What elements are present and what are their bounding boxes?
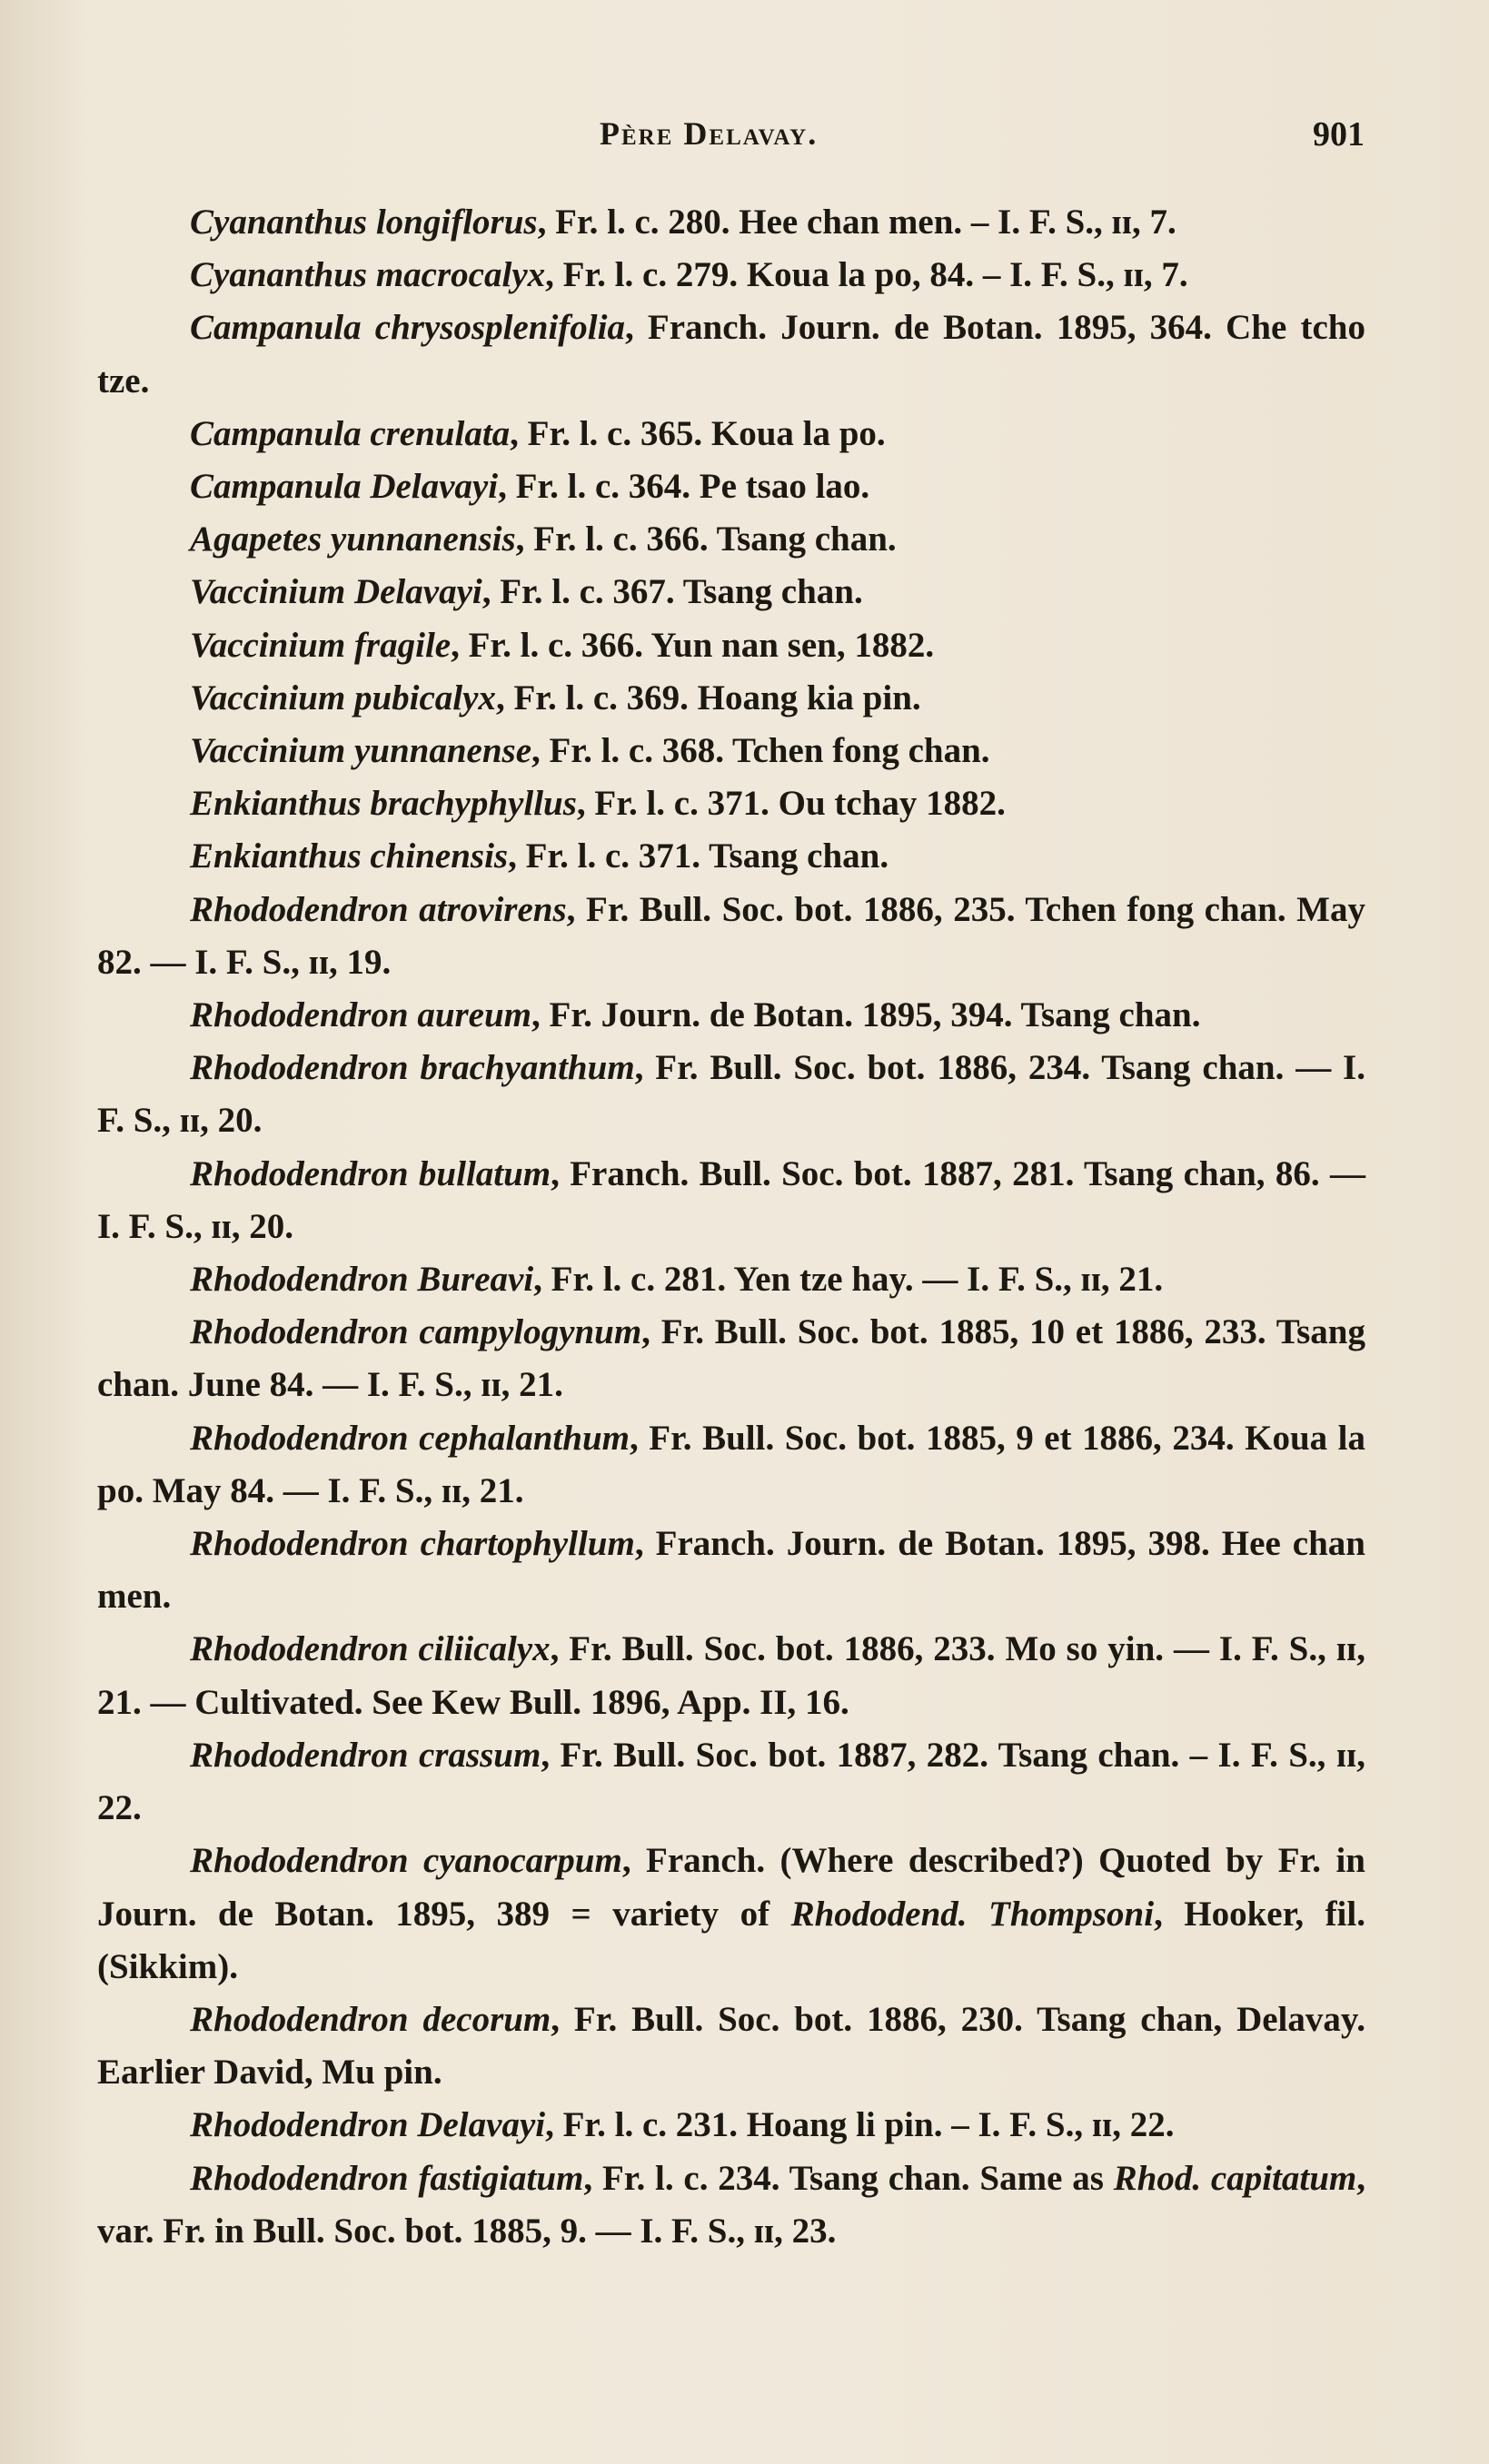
species-synonym: Rhododend. Thompsoni xyxy=(790,1894,1155,1934)
species-name: Rhododendron Delavayi xyxy=(190,2105,546,2145)
species-citation: , Fr. l. c. 371. Ou tchay 1882. xyxy=(576,784,1006,824)
species-citation: , Franch. (Where described?) Quoted by Fr. in Journ. de Botan. 1895, 389 = variety of xyxy=(97,1841,1365,1934)
species-citation-tail: , Hooker, fil. (Sikkim). xyxy=(97,1894,1365,1986)
species-name: Vaccinium pubicalyx xyxy=(190,678,496,717)
species-entry xyxy=(97,1042,1365,1147)
species-entry xyxy=(97,1835,1365,1994)
species-name: Rhododendron crassum xyxy=(190,1735,541,1775)
species-citation: , Fr. Bull. Soc. bot. 1885, 9 et 1886, 234. Koua la po. May 84. — I. F. S., ɪɪ, 21. xyxy=(97,1418,1365,1510)
species-citation: , Fr. l. c. 231. Hoang li pin. – I. F. S., ɪɪ, 22. xyxy=(545,2105,1175,2145)
species-citation: , Fr. l. c. 281. Yen tze hay. — I. F. S., ɪɪ, 21. xyxy=(533,1260,1164,1300)
species-entry xyxy=(97,1623,1365,1728)
species-name: Enkianthus brachyphyllus xyxy=(190,784,577,824)
species-entry xyxy=(97,884,1365,989)
species-name: Vaccinium Delavayi xyxy=(190,572,482,612)
species-entry xyxy=(97,1994,1365,2099)
species-citation: , Fr. l. c. 368. Tchen fong chan. xyxy=(531,731,990,771)
species-entry xyxy=(97,249,1365,302)
species-name: Rhododendron ciliicalyx xyxy=(190,1629,551,1669)
species-citation: , Fr. Bull. Soc. bot. 1886, 234. Tsang chan. — I. F. S., ɪɪ, 20. xyxy=(97,1048,1365,1141)
species-entry xyxy=(97,2152,1365,2258)
species-citation: , Fr. l. c. 280. Hee chan men. – I. F. S., ɪɪ, 7. xyxy=(537,203,1176,242)
species-entry xyxy=(97,1412,1365,1518)
species-entry xyxy=(97,619,1365,672)
species-list xyxy=(97,196,1365,2258)
species-citation: , Fr. l. c. 367. Tsang chan. xyxy=(481,572,863,612)
species-citation: , Fr. l. c. 365. Koua la po. xyxy=(510,413,886,453)
species-entry xyxy=(97,777,1365,830)
species-entry xyxy=(97,1148,1365,1253)
species-name: Rhododendron bullatum xyxy=(190,1153,551,1193)
species-citation: , Fr. Bull. Soc. bot. 1886, 230. Tsang chan, Delavay. Earlier David, Mu pin. xyxy=(97,1999,1365,2093)
species-citation: , Fr. l. c. 279. Koua la po, 84. – I. F. S., ɪɪ, 7. xyxy=(545,255,1188,295)
species-name: Cyananthus longiflorus xyxy=(190,203,538,242)
species-citation-tail: , var. Fr. in Bull. Soc. bot. 1885, 9. — I. F. S., ɪɪ, 23. xyxy=(97,2158,1366,2251)
species-entry xyxy=(97,408,1365,460)
species-name: Rhododendron aureum xyxy=(190,995,532,1035)
species-citation: , Fr. Bull. Soc. bot. 1886, 233. Mo so yin. — I. F. S., ɪɪ, 21. — Cultivated. See Kew Bull. 1896, App. II, 16. xyxy=(97,1629,1365,1722)
species-name: Cyananthus macrocalyx xyxy=(190,255,546,295)
species-entry xyxy=(97,1518,1365,1623)
species-name: Rhododendron fastigiatum xyxy=(190,2158,584,2198)
species-name: Rhododendron cephalanthum xyxy=(190,1418,630,1458)
species-entry xyxy=(97,2099,1365,2152)
species-citation: , Fr. Bull. Soc. bot. 1886, 235. Tchen fong chan. May 82. — I. F. S., ɪɪ, 19. xyxy=(97,889,1365,982)
species-name: Campanula crenulata xyxy=(190,413,511,453)
species-name: Rhododendron atrovirens xyxy=(190,889,567,929)
species-entry xyxy=(97,1306,1365,1411)
species-name: Rhododendron chartophyllum xyxy=(190,1524,635,1564)
species-name: Rhododendron cyanocarpum xyxy=(190,1841,622,1881)
species-citation: , Fr. l. c. 366. Yun nan sen, 1882. xyxy=(451,625,935,665)
species-name: Rhododendron brachyanthum xyxy=(190,1048,635,1088)
species-entry xyxy=(97,725,1365,777)
species-name: Rhododendron campylogynum xyxy=(190,1312,642,1352)
page-number: 901 xyxy=(1313,115,1365,153)
running-head: Père Delavay. xyxy=(600,115,819,152)
species-name: Enkianthus chinensis xyxy=(190,836,509,876)
species-citation: , Fr. Journ. de Botan. 1895, 394. Tsang chan. xyxy=(531,995,1201,1035)
species-citation: , Franch. Bull. Soc. bot. 1887, 281. Tsang chan, 86. — I. F. S., ɪɪ, 20. xyxy=(97,1153,1365,1246)
species-entry xyxy=(97,989,1365,1042)
species-entry xyxy=(97,302,1365,407)
species-citation: , Franch. Journ. de Botan. 1895, 398. Hee chan men. xyxy=(97,1524,1365,1617)
species-name: Rhododendron Bureavi xyxy=(190,1260,534,1300)
species-citation: , Fr. l. c. 366. Tsang chan. xyxy=(515,520,897,559)
species-name: Rhododendron decorum xyxy=(190,1999,551,2039)
species-name: Vaccinium fragile xyxy=(190,625,452,665)
page-header xyxy=(0,114,1489,169)
species-name: Campanula Delavayi xyxy=(190,467,499,507)
species-entry xyxy=(97,513,1365,566)
species-citation: , Fr. l. c. 369. Hoang kia pin. xyxy=(495,678,921,717)
species-citation: , Fr. l. c. 234. Tsang chan. Same as xyxy=(583,2158,1114,2198)
species-entry xyxy=(97,1253,1365,1306)
species-entry xyxy=(97,460,1365,513)
species-entry xyxy=(97,830,1365,883)
species-citation: , Fr. Bull. Soc. bot. 1887, 282. Tsang chan. – I. F. S., ɪɪ, 22. xyxy=(97,1735,1366,1828)
species-entry xyxy=(97,566,1365,618)
species-synonym: Rhod. capitatum xyxy=(1113,2158,1357,2198)
species-entry xyxy=(97,1729,1365,1835)
species-name: Vaccinium yunnanense xyxy=(190,731,532,771)
species-citation: , Fr. Bull. Soc. bot. 1885, 10 et 1886, 233. Tsang chan. June 84. — I. F. S., ɪɪ, 21. xyxy=(97,1312,1365,1405)
species-entry xyxy=(97,672,1365,725)
species-entry xyxy=(97,196,1365,249)
species-citation: , Franch. Journ. de Botan. 1895, 364. Che tcho tze. xyxy=(97,308,1366,401)
species-citation: , Fr. l. c. 364. Pe tsao lao. xyxy=(498,467,870,507)
species-citation: , Fr. l. c. 371. Tsang chan. xyxy=(508,836,889,876)
species-name: Agapetes yunnanensis xyxy=(190,520,516,559)
species-name: Campanula chrysosplenifolia xyxy=(190,308,625,348)
